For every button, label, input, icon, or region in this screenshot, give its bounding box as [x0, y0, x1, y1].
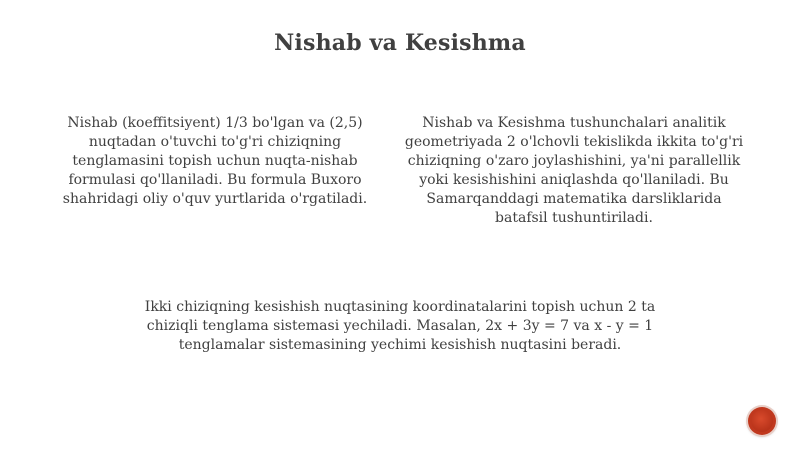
left-text-block: Nishab (koeffitsiyent) 1/3 bo'lgan va (2,5) nuqtadan o'tuvchi to'g'ri chiziqning tenglamasini topish uchun nuqta-nishab formulasi qo'llaniladi. Bu formula Buxoro shahridagi oliy o'quv yurtlarida o'rgatiladi. [62, 115, 368, 207]
next-slide-button[interactable] [748, 407, 776, 435]
bottom-text-block: Ikki chiziqning kesishish nuqtasining koordinatalarini topish uchun 2 ta chiziqli tenglama sistemasi yechiladi. Masalan, 2x + 3y = 7 va x - y = 1 tenglamalar sistemasining yechimi kesishish nuqtasini beradi. [144, 299, 656, 353]
slide-title: Nishab va Kesishma [274, 30, 526, 56]
right-text-block: Nishab va Kesishma tushunchalari analitik geometriyada 2 o'lchovli tekislikda ikkita to'g'ri chiziqning o'zaro joylashishini, ya'ni parallellik yoki kesishishini aniqlashda qo'llaniladi. Bu Samarqanddagi matematika darsliklarida batafsil tushuntiriladi. [404, 115, 744, 226]
circle-nav-icon [751, 410, 773, 432]
